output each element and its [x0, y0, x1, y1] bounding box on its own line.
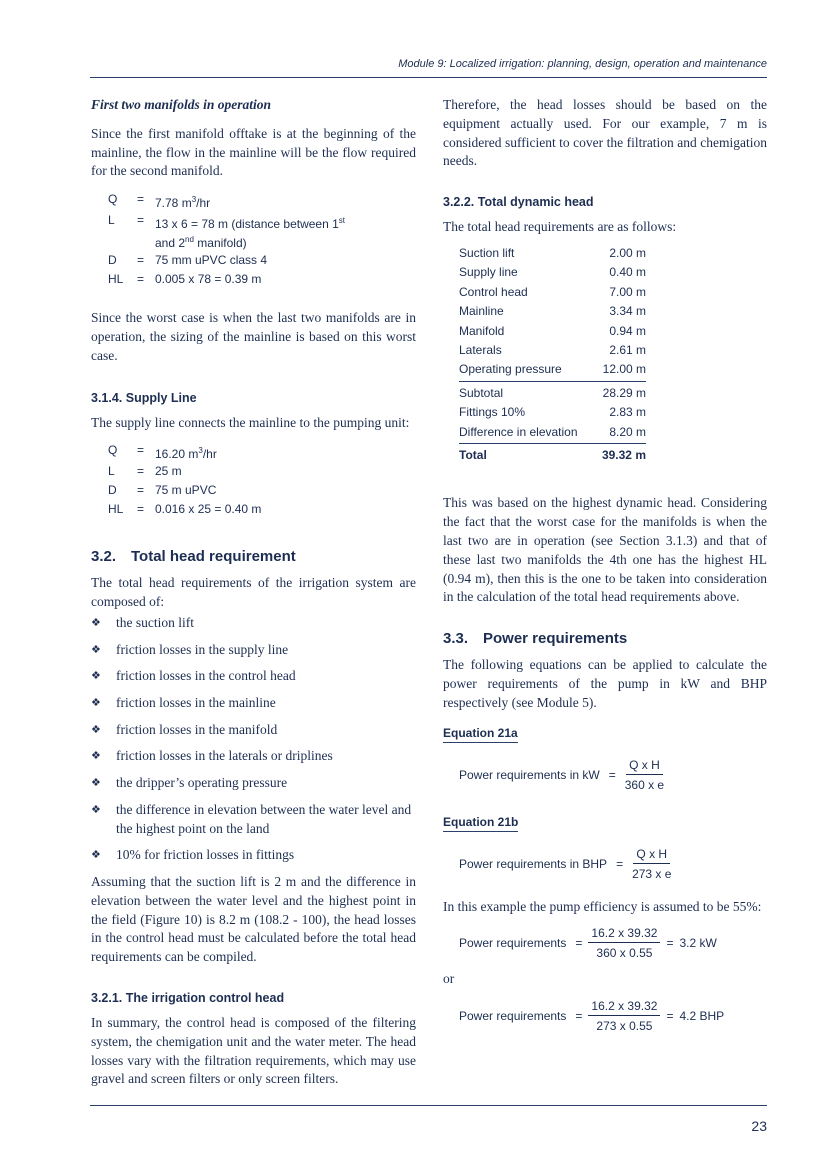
hl-value: 0.005 x 78 = 0.39 m — [155, 272, 262, 287]
table-row — [459, 302, 646, 321]
d-symbol: D — [108, 253, 117, 268]
row-value: 2.83 m — [609, 405, 646, 420]
header-rule — [90, 77, 767, 78]
row-value: 2.61 m — [609, 343, 646, 358]
bullet-icon: ❖ — [91, 777, 101, 790]
row-label: Manifold — [459, 323, 505, 338]
q-number: 16.20 m — [155, 447, 199, 462]
head-requirements-table — [459, 244, 646, 465]
table-row — [459, 263, 646, 282]
manifolds-l-row — [108, 211, 416, 251]
table-row-total — [459, 446, 646, 465]
equation-lhs: Power requirements — [459, 936, 567, 951]
right-column — [443, 96, 767, 1033]
row-label: Laterals — [459, 343, 502, 358]
calculation-kw — [459, 926, 767, 960]
row-label: Fittings 10% — [459, 405, 526, 420]
numerator: 16.2 x 39.32 — [588, 926, 660, 943]
supply-d-row — [108, 481, 416, 500]
section-title: Power requirements — [483, 630, 628, 648]
q-superscript: 3 — [191, 195, 197, 205]
equals-sign: = — [616, 856, 624, 871]
list-item-text: friction losses in the control head — [116, 668, 296, 684]
bullet-icon: ❖ — [91, 697, 101, 710]
bullet-icon: ❖ — [91, 643, 101, 656]
equals-sign: = — [575, 1009, 583, 1024]
list-item — [91, 667, 416, 686]
l-symbol: L — [108, 213, 115, 228]
list-item — [91, 694, 416, 713]
manifolds-q-row — [108, 190, 416, 211]
equals-sign: = — [666, 936, 674, 951]
total-label: Total — [459, 448, 487, 463]
table-row — [459, 423, 646, 442]
d-value: 75 m uPVC — [155, 483, 217, 498]
numerator: 16.2 x 39.32 — [588, 999, 660, 1016]
manifolds-paragraph: Since the first manifold offtake is at the beginning of the mainline, the flow in the mainline will be the flow required for the second manifold. — [91, 125, 416, 179]
l-symbol: L — [108, 464, 115, 479]
therefore-paragraph: Therefore, the head losses should be based on the equipment actually used. For our example, 7 m is considered sufficient to cover the filtration and chemigation needs. — [443, 97, 767, 169]
list-item — [91, 614, 416, 633]
equals-sign: = — [137, 213, 145, 228]
list-item-text: friction losses in the manifold — [116, 721, 278, 737]
equals-sign: = — [137, 464, 145, 479]
list-item — [91, 774, 416, 793]
row-label: Operating pressure — [459, 362, 562, 377]
list-item-text: friction losses in the mainline — [116, 695, 276, 711]
total-dynamic-head-paragraph: The total head requirements are as follows: — [443, 219, 677, 235]
hl-symbol: HL — [108, 272, 124, 287]
list-item-text: the difference in elevation between the water level and the highest point on the land — [116, 801, 412, 836]
head-table-rows — [459, 244, 646, 380]
denominator: 360 x 0.55 — [596, 946, 653, 961]
section-number: 3.2. — [91, 548, 117, 566]
list-item-text: the dripper’s operating pressure — [116, 775, 288, 791]
result-kw: 3.2 kW — [679, 936, 717, 951]
q-superscript: 3 — [198, 446, 203, 456]
hl-symbol: HL — [108, 502, 124, 517]
fraction — [588, 999, 660, 1033]
table-row — [459, 322, 646, 341]
d-value: 75 mm uPVC class 4 — [155, 253, 268, 268]
section-number: 3.3. — [443, 630, 469, 648]
row-label: Mainline — [459, 304, 504, 319]
numerator: Q x H — [633, 847, 670, 864]
or-text: or — [443, 971, 455, 987]
row-value: 12.00 m — [602, 362, 646, 377]
equals-sign: = — [608, 767, 616, 782]
list-item-text: friction losses in the supply line — [116, 641, 289, 657]
equals-sign: = — [137, 443, 145, 458]
list-item-text: friction losses in the laterals or driplines — [116, 748, 333, 764]
row-label: Difference in elevation — [459, 424, 578, 439]
left-column — [91, 96, 416, 1089]
equals-sign: = — [137, 483, 145, 498]
row-value: 28.29 m — [602, 385, 646, 400]
supply-hl-row — [108, 500, 416, 519]
based-paragraph: This was based on the highest dynamic head. Considering the fact that the worst case for the manifolds is when the last two are in operation (see Section 3.1.3) and that of these last two manifolds the 4th one has the highest HL (0.94 m), then this is the one to be taken into consideration in the calculation of the total head requirements above. — [443, 495, 767, 605]
row-label: Control head — [459, 284, 528, 299]
list-item-text: 10% for friction losses in fittings — [116, 847, 295, 863]
list-item — [91, 641, 416, 660]
table-rule — [459, 381, 646, 382]
equals-sign: = — [137, 192, 145, 207]
bullet-icon: ❖ — [91, 803, 101, 816]
fraction — [629, 847, 674, 881]
l-superscript-2: nd — [185, 235, 194, 245]
manifolds-hl-row — [108, 270, 416, 289]
total-value: 39.32 m — [601, 448, 646, 463]
q-symbol: Q — [108, 192, 118, 207]
l-value: 25 m — [155, 464, 182, 479]
manifolds-d-row — [108, 251, 416, 270]
power-requirements-heading — [443, 629, 767, 649]
footer-rule — [90, 1105, 767, 1106]
total-head-heading — [91, 547, 416, 567]
bullet-icon: ❖ — [91, 670, 101, 683]
q-symbol: Q — [108, 443, 118, 458]
denominator: 273 x 0.55 — [596, 1019, 653, 1034]
manifolds-equations — [108, 190, 416, 289]
l-text-b: and 2 — [155, 236, 186, 251]
denominator: 360 x e — [624, 777, 665, 792]
table-row — [459, 244, 646, 263]
list-item — [91, 846, 416, 865]
total-head-paragraph: The total head requirements of the irrigation system are composed of: — [91, 575, 416, 610]
table-rule — [459, 443, 646, 444]
d-symbol: D — [108, 483, 117, 498]
row-value: 8.20 m — [609, 424, 646, 439]
q-unit: /hr — [202, 447, 217, 462]
row-value: 0.94 m — [609, 323, 646, 338]
row-label: Subtotal — [459, 385, 504, 400]
q-value — [155, 190, 416, 211]
table-row — [459, 283, 646, 302]
calculation-bhp — [459, 999, 767, 1033]
table-row — [459, 384, 646, 403]
equals-sign: = — [666, 1009, 674, 1024]
equals-sign: = — [137, 253, 145, 268]
bullet-icon: ❖ — [91, 750, 101, 763]
list-item-text: the suction lift — [116, 614, 194, 630]
hl-value: 0.016 x 25 = 0.40 m — [155, 502, 262, 517]
worst-case-paragraph: Since the worst case is when the last two manifolds are in operation, the sizing of the mainline is based on this worst case. — [91, 310, 416, 363]
fraction — [622, 758, 667, 792]
equation-lhs: Power requirements in BHP — [459, 856, 608, 871]
table-row — [459, 403, 646, 422]
row-label: Supply line — [459, 265, 518, 280]
equation-lhs: Power requirements — [459, 1009, 567, 1024]
section-title: Total head requirement — [131, 548, 296, 566]
equation-21a — [459, 758, 767, 792]
l-text-a: 13 x 6 = 78 m (distance between 1 — [155, 217, 339, 232]
power-paragraph: The following equations can be applied to calculate the power requirements of the pump in kW and BHP respectively (see Module 5). — [443, 657, 767, 710]
assuming-paragraph: Assuming that the suction lift is 2 m and the difference in elevation between the water level and the highest point in the field (Figure 10) is 8.2 m (108.2 - 100), the head losses in the control head must be calculated before the total head requirements can be compiled. — [91, 873, 416, 965]
l-value — [155, 211, 416, 251]
page-number: 23 — [751, 1118, 767, 1134]
result-bhp: 4.2 BHP — [679, 1009, 725, 1024]
head-components-list — [91, 614, 416, 865]
supply-line-paragraph: The supply line connects the mainline to the pumping unit: — [91, 414, 410, 430]
supply-equations — [108, 441, 416, 519]
denominator: 273 x e — [632, 866, 672, 881]
q-value — [155, 441, 416, 462]
row-value: 3.34 m — [609, 304, 646, 319]
equals-sign: = — [137, 502, 145, 517]
equals-sign: = — [575, 936, 583, 951]
efficiency-paragraph: In this example the pump efficiency is assumed to be 55%: — [443, 898, 762, 914]
manifolds-heading: First two manifolds in operation — [91, 97, 272, 112]
bullet-icon: ❖ — [91, 723, 101, 736]
bullet-icon: ❖ — [91, 849, 101, 862]
l-text-c: manifold) — [193, 236, 247, 251]
control-head-paragraph: In summary, the control head is composed of the filtering system, the chemigation unit and the water meter. The head losses vary with the filtration requirements, which may use gravel and screen filters or only screen filters. — [91, 1014, 416, 1087]
row-value: 0.40 m — [609, 265, 646, 280]
bullet-icon: ❖ — [91, 616, 101, 629]
supply-l-row — [108, 462, 416, 481]
table-row — [459, 341, 646, 360]
table-row — [459, 360, 646, 379]
supply-q-row — [108, 441, 416, 462]
equation-21b — [459, 847, 767, 881]
list-item — [91, 747, 416, 766]
row-label: Suction lift — [459, 245, 515, 260]
row-value: 7.00 m — [609, 284, 646, 299]
row-value: 2.00 m — [609, 245, 646, 260]
list-item — [91, 721, 416, 740]
q-unit: /hr — [196, 196, 211, 211]
supply-line-heading: 3.1.4. Supply Line — [91, 390, 197, 405]
control-head-heading: 3.2.1. The irrigation control head — [91, 990, 285, 1005]
equation-lhs: Power requirements in kW — [459, 767, 600, 782]
q-number: 7.78 m — [155, 196, 192, 211]
equation-21a-label: Equation 21a — [443, 726, 518, 743]
equals-sign: = — [137, 272, 145, 287]
l-superscript-1: st — [338, 216, 346, 226]
fraction — [588, 926, 660, 960]
list-item — [91, 801, 416, 839]
running-title: Module 9: Localized irrigation: planning, design, operation and maintenance — [398, 58, 767, 70]
numerator: Q x H — [626, 758, 663, 775]
equation-21b-label: Equation 21b — [443, 815, 518, 832]
total-dynamic-head-heading: 3.2.2. Total dynamic head — [443, 195, 594, 210]
head-table-subrows — [459, 384, 646, 442]
